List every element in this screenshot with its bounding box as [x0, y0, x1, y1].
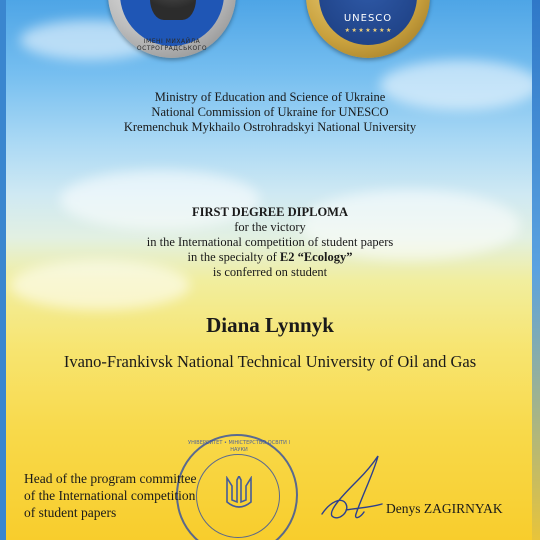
medal-ring-text: ІМЕНІ МИХАЙЛА ОСТРОГРАДСЬКОГО — [136, 38, 208, 52]
unesco-label: UNESCO — [343, 13, 393, 24]
recipient-university: Ivano-Frankivsk National Technical University of Oil and Gas — [63, 352, 477, 371]
specialty-name: E2 “Ecology” — [279, 250, 353, 264]
specialty-prefix: in the specialty of — [187, 250, 280, 264]
handwritten-signature — [316, 452, 388, 528]
role-line: of the International competition — [24, 488, 196, 503]
diploma-line: in the International competition of student papers — [146, 235, 394, 249]
issuer-line: National Commission of Ukraine for UNESCO — [151, 105, 389, 119]
unesco-medal-field — [319, 0, 417, 45]
signatory-role — [24, 470, 196, 521]
stars-ring: ★ ★ ★ ★ ★ ★ ★ — [344, 28, 392, 34]
stamp-text: УНІВЕРСИТЕТ • МІНІСТЕРСТВО ОСВІТИ І НАУКИ — [188, 440, 290, 453]
diploma-line: for the victory — [234, 220, 306, 234]
recipient-name: Diana Lynnyk — [206, 313, 334, 337]
issuer-line: Kremenchuk Mykhailo Ostrohradskyi National University — [123, 120, 417, 134]
role-line: Head of the program committee — [24, 471, 197, 486]
university-medal — [108, 0, 236, 58]
role-line: of student papers — [24, 505, 117, 520]
unesco-medal — [306, 0, 430, 58]
portrait-emblem — [150, 0, 196, 20]
specialty-line — [0, 250, 540, 265]
issuer-line: Ministry of Education and Science of Ukraine — [154, 90, 386, 104]
issuers-block — [0, 90, 540, 135]
diploma-text-block — [0, 205, 540, 280]
signatory-name: Denys ZAGIRNYAK — [386, 501, 503, 516]
diploma-line: is conferred on student — [212, 265, 328, 279]
diploma-title: FIRST DEGREE DIPLOMA — [191, 205, 349, 219]
trident-icon — [224, 476, 254, 514]
